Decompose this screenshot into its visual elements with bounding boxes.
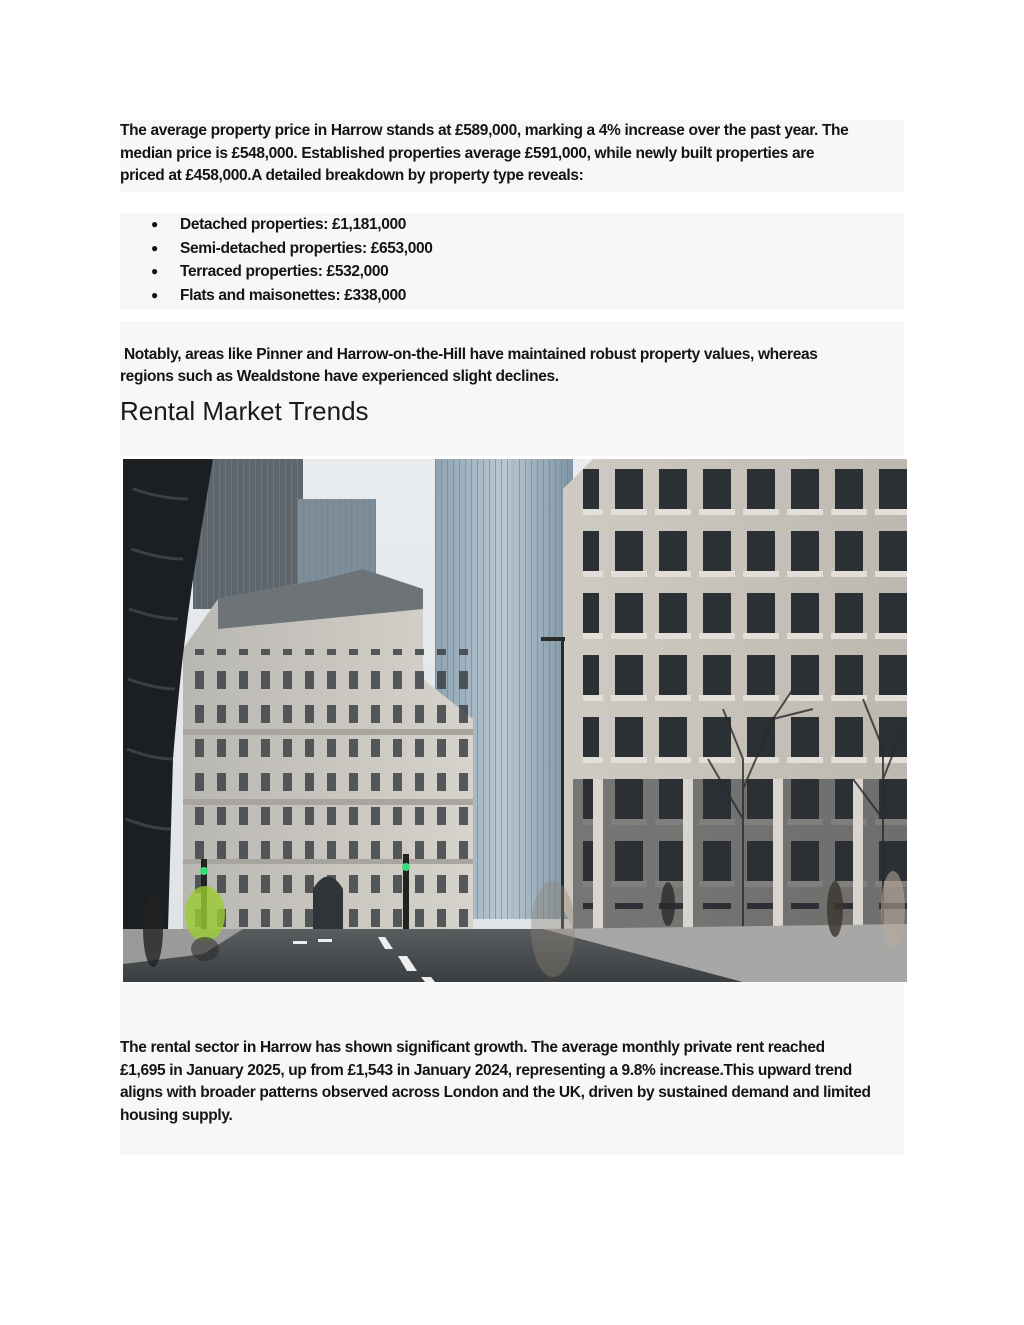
property-type-list	[120, 213, 904, 307]
list-item	[120, 237, 904, 261]
notably-line-2: regions such as Wealdstone have experienced slight declines.	[120, 368, 559, 385]
list-item	[120, 213, 904, 237]
intro-paragraph	[120, 120, 904, 188]
intro-line-1: The average property price in Harrow stands at £589,000, marking a 4% increase over the past year. The	[120, 122, 849, 139]
notably-line-1: Notably, areas like Pinner and Harrow-on-the-Hill have maintained robust property values, whereas	[120, 345, 818, 363]
rental-line-3: aligns with broader patterns observed across London and the UK, driven by sustained demand and limited	[120, 1084, 871, 1101]
rental-line-2: £1,695 in January 2025, up from £1,543 in January 2024, representing a 9.8% increase.This upward trend	[120, 1061, 852, 1079]
bullet-icon: ●	[151, 287, 158, 302]
rental-line-1: The rental sector in Harrow has shown significant growth. The average monthly private rent reached	[120, 1039, 825, 1056]
notably-block	[120, 321, 904, 456]
list-item	[120, 284, 904, 308]
intro-line-2: median price is £548,000. Established properties average £591,000, while newly built properties are	[120, 144, 815, 162]
rental-paragraph	[120, 1037, 904, 1127]
list-item	[120, 260, 904, 284]
bullet-icon: ●	[151, 264, 158, 278]
city-street-photo	[123, 459, 907, 982]
property-type-list-block	[120, 213, 904, 309]
rental-line-4: housing supply.	[120, 1106, 233, 1124]
intro-paragraph-block	[120, 120, 904, 192]
section-heading: Rental Market Trends	[120, 396, 369, 426]
list-item-text: Flats and maisonettes: £338,000	[180, 286, 407, 304]
intro-line-3: priced at £458,000.A detailed breakdown by property type reveals:	[120, 167, 584, 184]
rental-paragraph-block	[120, 983, 904, 1155]
list-item-text: Semi-detached properties: £653,000	[180, 239, 433, 257]
bullet-icon: ●	[151, 240, 158, 255]
notably-paragraph	[120, 321, 904, 389]
bullet-icon: ●	[151, 217, 158, 231]
list-item-text: Detached properties: £1,181,000	[180, 216, 407, 233]
list-item-text: Terraced properties: £532,000	[180, 263, 389, 280]
